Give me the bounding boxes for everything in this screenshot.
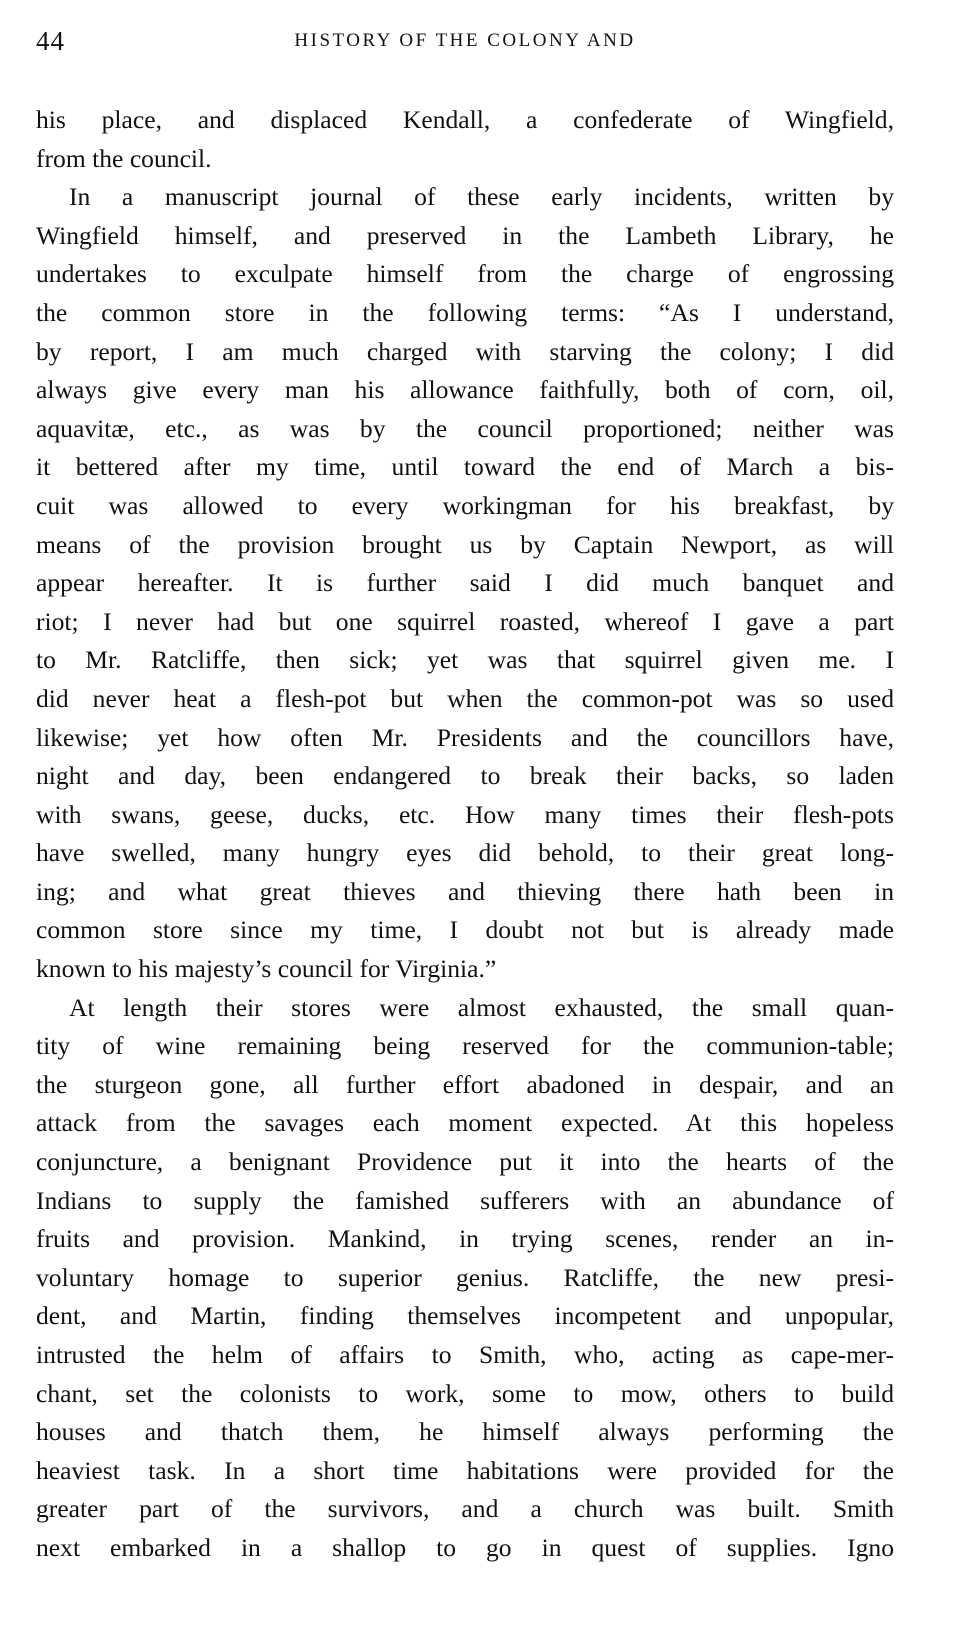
paragraph-3 [36,989,894,1568]
text-line: dent, and Martin, finding themselves incompetent and unpopular, [36,1301,894,1331]
text-line: to Mr. Ratcliffe, then sick; yet was that squirrel given me. I [36,645,894,675]
book-page [36,22,894,1568]
text-line: cuit was allowed to every workingman for his breakfast, by [36,490,894,520]
text-line: aquavitæ, etc., as was by the council proportioned; neither was [36,413,894,443]
body-text [36,101,894,1568]
text-line: conjuncture, a benignant Providence put it into the hearts of the [36,1147,894,1177]
text-line: riot; I never had but one squirrel roasted, whereof I gave a part [36,606,894,636]
text-line: At length their stores were almost exhausted, the small quan- [69,992,894,1022]
text-line: likewise; yet how often Mr. Presidents and the councillors have, [36,722,894,752]
text-line: always give every man his allowance faithfully, both of corn, oil, [36,375,894,405]
text-line: his place, and displaced Kendall, a confederate of Wingfield, [36,105,894,134]
text-line: undertakes to exculpate himself from the charge of engrossing [36,259,894,289]
text-line: Wingfield himself, and preserved in the Lambeth Library, he [36,220,894,250]
text-line: intrusted the helm of affairs to Smith, who, acting as cape-mer- [36,1340,894,1369]
page-number: 44 [36,26,65,56]
text-line: by report, I am much charged with starving the colony; I did [36,336,894,366]
text-line: the common store in the following terms: “As I understand, [36,297,894,327]
text-line: In a manuscript journal of these early incidents, written by [69,182,894,212]
text-line: common store since my time, I doubt not but is already made [36,915,894,945]
text-line: the sturgeon gone, all further effort abadoned in despair, and an [36,1069,894,1099]
text-line: from the council. [36,143,212,173]
paragraph-2 [36,178,894,988]
text-line: known to his majesty’s council for Virginia.” [36,954,497,984]
text-line: night and day, been endangered to break their backs, so laden [36,761,894,791]
text-line: means of the provision brought us by Captain Newport, as will [36,529,894,559]
running-head [36,22,894,62]
text-line: Indians to supply the famished sufferers with an abundance of [36,1185,894,1215]
text-line: heaviest task. In a short time habitations were provided for the [36,1455,894,1485]
text-line: houses and thatch them, he himself always performing the [36,1417,894,1447]
text-line: chant, set the colonists to work, some to mow, others to build [36,1378,894,1408]
text-line: appear hereafter. It is further said I did much banquet and [36,568,894,598]
text-line: tity of wine remaining being reserved for the communion-table; [36,1031,894,1061]
text-line: attack from the savages each moment expected. At this hopeless [36,1108,894,1138]
text-line: did never heat a flesh-pot but when the common-pot was so used [36,683,894,713]
text-line: it bettered after my time, until toward the end of March a bis- [36,452,894,482]
text-line: fruits and provision. Mankind, in trying scenes, render an in- [36,1224,894,1254]
text-line: voluntary homage to superior genius. Ratcliffe, the new presi- [36,1262,894,1292]
text-line: next embarked in a shallop to go in quest of supplies. Igno [36,1532,894,1562]
text-line: with swans, geese, ducks, etc. How many times their flesh-pots [36,799,894,829]
text-line: ing; and what great thieves and thieving there hath been in [36,876,894,906]
running-title: HISTORY OF THE COLONY AND [294,30,636,51]
paragraph-1 [36,101,894,178]
text-line: have swelled, many hungry eyes did behold, to their great long- [36,838,894,868]
text-line: greater part of the survivors, and a church was built. Smith [36,1494,894,1524]
